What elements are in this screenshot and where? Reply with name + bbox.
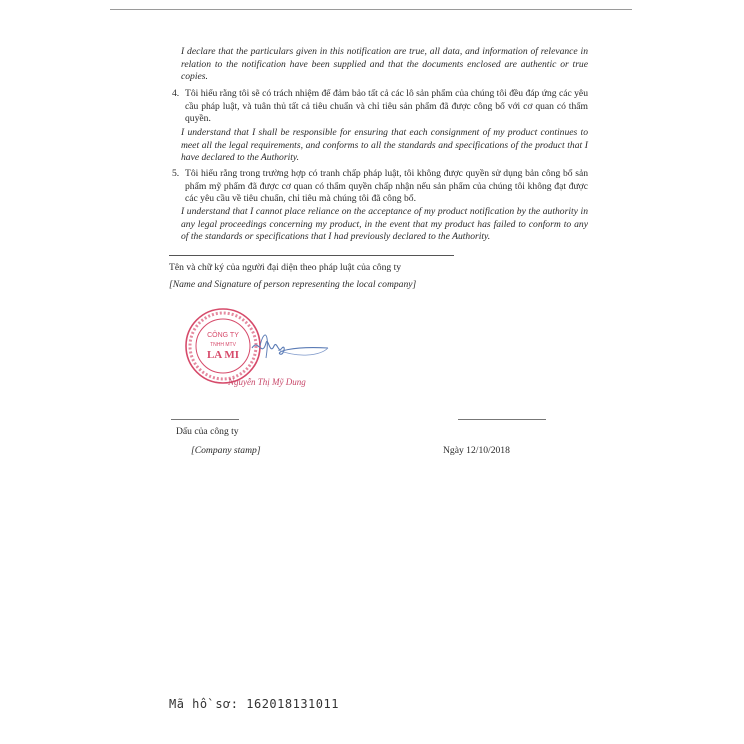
- item-5-text-en: I understand that I cannot place reliance on the acceptance of my product notification by the authority in any legal proceedings concerning my product, in the event that my product has failed to conform to any of the standards or specifications that I had previously declared to the Authority.: [181, 206, 588, 243]
- stamp-mid-text: TNHH MTV: [210, 342, 236, 348]
- handwritten-signature: [200, 318, 330, 378]
- item-5-number: 5.: [172, 168, 180, 179]
- stamp-signature-line: [171, 419, 239, 420]
- stamp-label-vi: Dấu của công ty: [176, 426, 239, 437]
- separator-rule: [169, 255, 454, 256]
- date-signature-line: [458, 419, 546, 420]
- signature-label-en: [Name and Signature of person representing the local company]: [169, 279, 417, 290]
- declaration-text-en: I declare that the particulars given in this notification are true, all data, and information of relevance in relation to the notification have been supplied and that the documents enclosed are authentic or true copies.: [181, 46, 588, 83]
- item-4-text-vi: Tôi hiểu rằng tôi sẽ có trách nhiệm để đảm bảo tất cả các lô sản phẩm của chúng tôi đều đáp ứng các yêu cầu pháp luật, và tuân thủ tất cả tiêu chuẩn và chỉ tiêu sản phẩm đã được công bố với cơ quan có thẩm quyền.: [185, 88, 588, 125]
- item-5-text-vi: Tôi hiểu rằng trong trường hợp có tranh chấp pháp luật, tôi không được quyền sử dụng bản công bố sản phẩm mỹ phẩm đã được cơ quan có thẩm quyền chấp nhận nếu sản phẩm của chúng tôi không đạt được các yêu cầu về tiêu chuẩn, chỉ tiêu mà chúng tôi đã công bố.: [185, 168, 588, 205]
- dossier-code: Mã hồ sơ: 162018131011: [169, 697, 339, 711]
- signer-name: Nguyễn Thị Mỹ Dung: [228, 377, 306, 387]
- item-4-number: 4.: [172, 88, 180, 99]
- stamp-name-text: LA MI: [206, 349, 240, 361]
- item-4-text-en: I understand that I shall be responsible for ensuring that each consignment of my product continues to meet all the legal requirements, and conforms to all the standards and specifications of the product that I have declared to the Authority.: [181, 127, 588, 164]
- date-text: Ngày 12/10/2018: [443, 445, 510, 456]
- stamp-top-text: CÔNG TY: [207, 332, 239, 339]
- stamp-label-en: [Company stamp]: [191, 445, 261, 456]
- signature-label-vi: Tên và chữ ký của người đại diện theo pháp luật của công ty: [169, 262, 402, 273]
- top-border-rule: [110, 9, 632, 10]
